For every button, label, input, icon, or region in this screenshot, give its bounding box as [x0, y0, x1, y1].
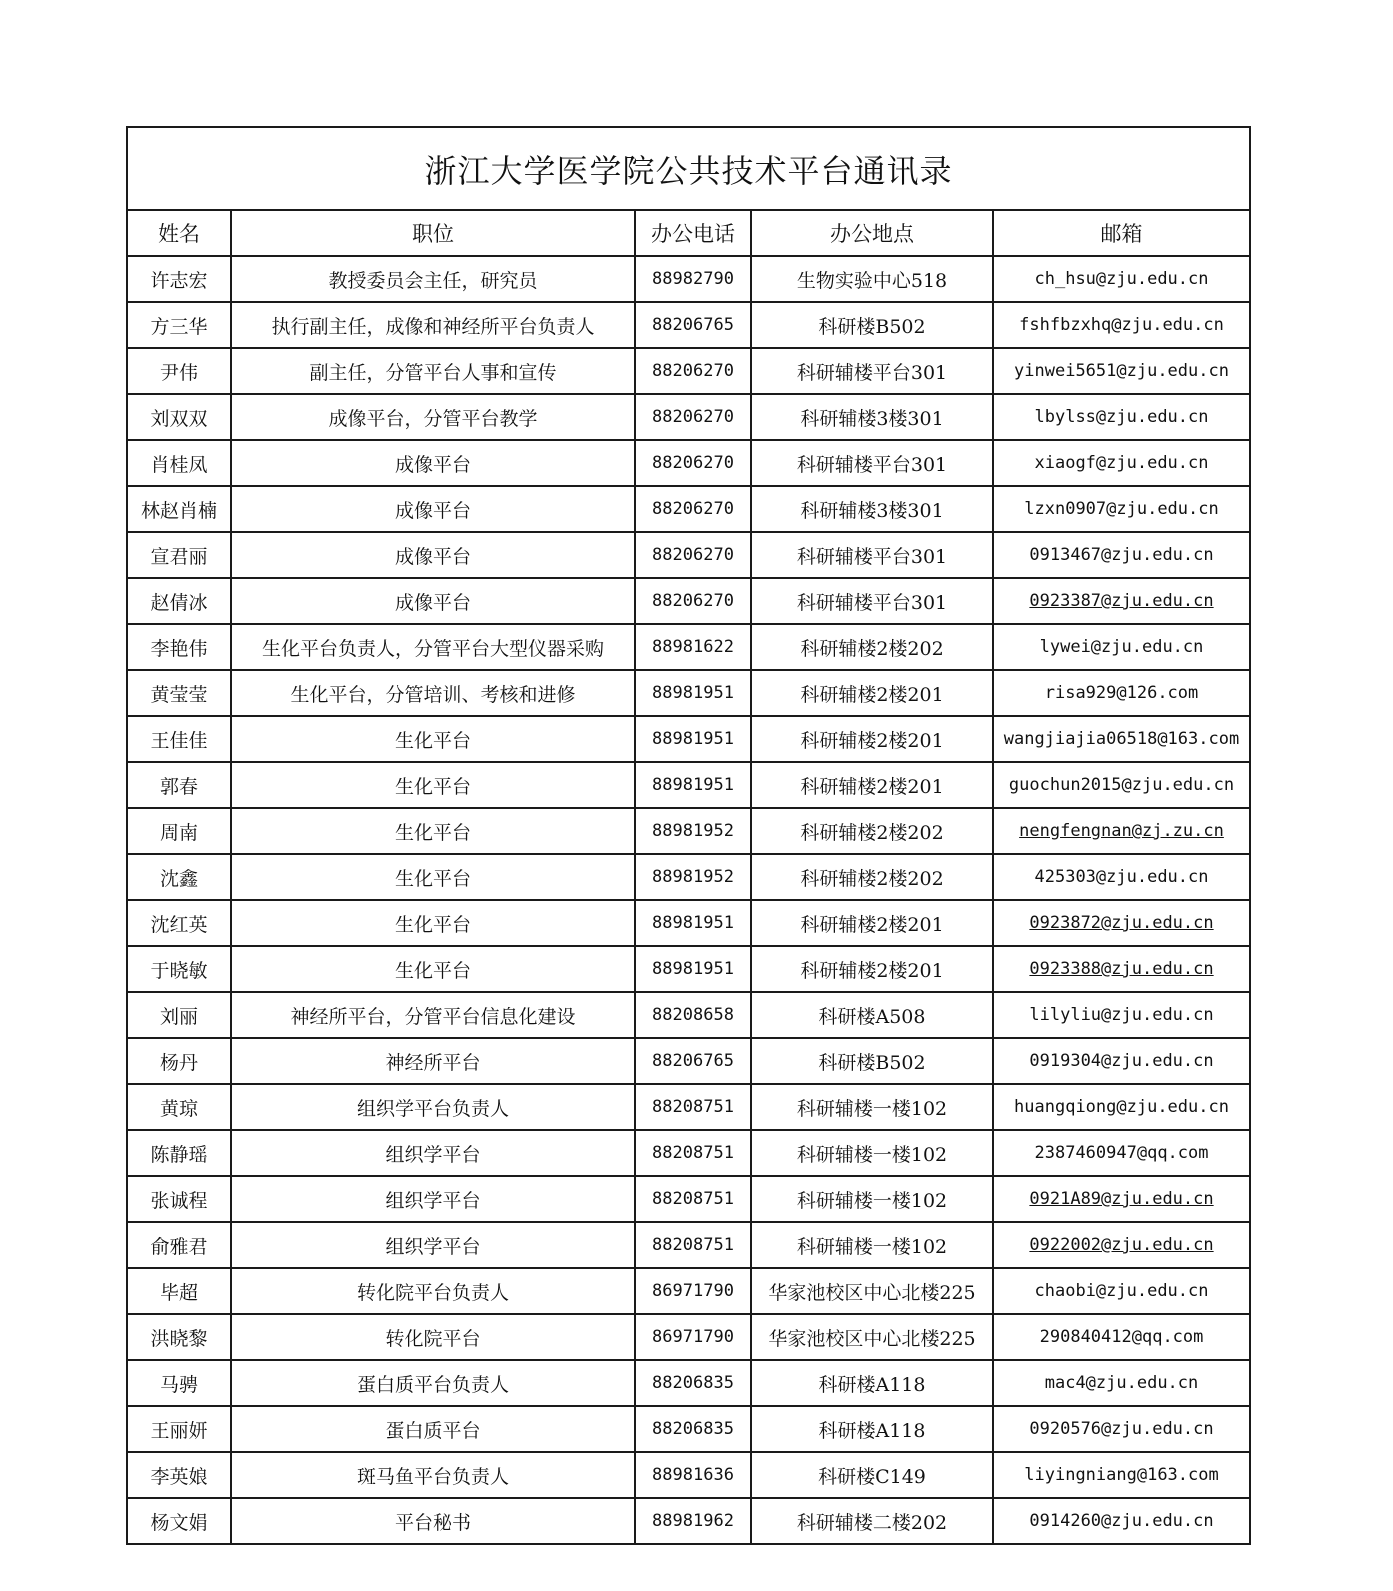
table-row	[127, 578, 1250, 624]
cell-location: 科研楼A118	[751, 1406, 993, 1452]
email-text: 0920576@zju.edu.cn	[1029, 1419, 1214, 1439]
cell-phone: 88206270	[635, 532, 751, 578]
cell-name: 俞雅君	[127, 1222, 231, 1268]
cell-phone: 88208658	[635, 992, 751, 1038]
email-text: 0914260@zju.edu.cn	[1029, 1511, 1214, 1531]
table-row	[127, 394, 1250, 440]
cell-name: 王丽妍	[127, 1406, 231, 1452]
cell-location: 科研辅楼2楼201	[751, 762, 993, 808]
cell-location: 科研辅楼一楼102	[751, 1130, 993, 1176]
cell-location: 科研辅楼平台301	[751, 348, 993, 394]
cell-location: 科研辅楼2楼201	[751, 946, 993, 992]
cell-position: 生化平台，分管培训、考核和进修	[231, 670, 635, 716]
email-link[interactable]: 0922002@zju.edu.cn	[1029, 1235, 1214, 1255]
table-row	[127, 302, 1250, 348]
cell-location: 科研楼A508	[751, 992, 993, 1038]
cell-position: 组织学平台负责人	[231, 1084, 635, 1130]
cell-name: 李艳伟	[127, 624, 231, 670]
cell-name: 张诚程	[127, 1176, 231, 1222]
cell-name: 肖桂凤	[127, 440, 231, 486]
cell-phone: 88208751	[635, 1222, 751, 1268]
cell-position: 组织学平台	[231, 1222, 635, 1268]
cell-position: 副主任，分管平台人事和宣传	[231, 348, 635, 394]
cell-location: 科研辅楼3楼301	[751, 394, 993, 440]
cell-name: 洪晓黎	[127, 1314, 231, 1360]
table-row	[127, 1314, 1250, 1360]
cell-position: 生化平台	[231, 854, 635, 900]
email-text: lilyliu@zju.edu.cn	[1029, 1005, 1214, 1025]
email-text: chaobi@zju.edu.cn	[1034, 1281, 1209, 1301]
cell-name: 周南	[127, 808, 231, 854]
cell-phone: 88206765	[635, 302, 751, 348]
cell-location: 科研楼A118	[751, 1360, 993, 1406]
cell-email	[993, 1084, 1250, 1130]
cell-position: 成像平台	[231, 440, 635, 486]
table-body	[127, 256, 1250, 1544]
cell-position: 转化院平台	[231, 1314, 635, 1360]
table-row	[127, 256, 1250, 302]
cell-phone: 88981952	[635, 808, 751, 854]
email-text: liyingniang@163.com	[1024, 1465, 1219, 1485]
cell-phone: 88206270	[635, 578, 751, 624]
email-text: xiaogf@zju.edu.cn	[1034, 453, 1209, 473]
cell-position: 斑马鱼平台负责人	[231, 1452, 635, 1498]
table-row	[127, 1452, 1250, 1498]
directory-table	[126, 126, 1251, 1545]
cell-name: 林赵肖楠	[127, 486, 231, 532]
cell-name: 沈鑫	[127, 854, 231, 900]
table-row	[127, 1498, 1250, 1544]
column-header-location: 办公地点	[751, 210, 993, 256]
cell-location: 科研辅楼一楼102	[751, 1222, 993, 1268]
cell-name: 刘双双	[127, 394, 231, 440]
cell-phone: 88208751	[635, 1176, 751, 1222]
cell-email	[993, 716, 1250, 762]
cell-email	[993, 256, 1250, 302]
cell-phone: 88981951	[635, 900, 751, 946]
email-text: wangjiajia06518@163.com	[1003, 729, 1240, 749]
email-text: lzxn0907@zju.edu.cn	[1024, 499, 1219, 519]
email-text: 290840412@qq.com	[1039, 1327, 1204, 1347]
cell-email	[993, 854, 1250, 900]
table-row	[127, 532, 1250, 578]
email-text: 0913467@zju.edu.cn	[1029, 545, 1214, 565]
cell-location: 科研辅楼一楼102	[751, 1084, 993, 1130]
email-text: 2387460947@qq.com	[1034, 1143, 1209, 1163]
table-row	[127, 348, 1250, 394]
cell-email	[993, 1038, 1250, 1084]
cell-email	[993, 1498, 1250, 1544]
cell-name: 尹伟	[127, 348, 231, 394]
cell-email[interactable]	[993, 900, 1250, 946]
cell-email	[993, 1406, 1250, 1452]
cell-name: 黄琼	[127, 1084, 231, 1130]
email-link[interactable]: 0923387@zju.edu.cn	[1029, 591, 1214, 611]
cell-phone: 88981951	[635, 716, 751, 762]
cell-phone: 88206270	[635, 440, 751, 486]
cell-phone: 88981622	[635, 624, 751, 670]
table-row	[127, 670, 1250, 716]
table-row	[127, 1222, 1250, 1268]
cell-email	[993, 486, 1250, 532]
email-link[interactable]: 0923388@zju.edu.cn	[1029, 959, 1214, 979]
cell-location: 科研辅楼平台301	[751, 440, 993, 486]
cell-phone: 88981951	[635, 670, 751, 716]
cell-location: 科研辅楼2楼201	[751, 716, 993, 762]
email-link[interactable]: 0921A89@zju.edu.cn	[1029, 1189, 1214, 1209]
cell-phone: 88206835	[635, 1406, 751, 1452]
table-row	[127, 1130, 1250, 1176]
email-link[interactable]: 0923872@zju.edu.cn	[1029, 913, 1214, 933]
column-header-phone: 办公电话	[635, 210, 751, 256]
cell-location: 科研辅楼2楼202	[751, 854, 993, 900]
cell-position: 成像平台，分管平台教学	[231, 394, 635, 440]
cell-phone: 88208751	[635, 1130, 751, 1176]
cell-position: 神经所平台	[231, 1038, 635, 1084]
cell-email[interactable]	[993, 946, 1250, 992]
cell-name: 赵倩冰	[127, 578, 231, 624]
cell-position: 神经所平台，分管平台信息化建设	[231, 992, 635, 1038]
table-row	[127, 808, 1250, 854]
cell-location: 科研楼B502	[751, 302, 993, 348]
email-text: lywei@zju.edu.cn	[1039, 637, 1204, 657]
cell-email	[993, 394, 1250, 440]
cell-phone: 88206270	[635, 394, 751, 440]
cell-email	[993, 1314, 1250, 1360]
cell-position: 教授委员会主任，研究员	[231, 256, 635, 302]
email-text: mac4@zju.edu.cn	[1044, 1373, 1199, 1393]
cell-location: 科研辅楼3楼301	[751, 486, 993, 532]
cell-location: 科研辅楼2楼201	[751, 900, 993, 946]
cell-location: 科研楼B502	[751, 1038, 993, 1084]
cell-location: 科研辅楼2楼201	[751, 670, 993, 716]
cell-email[interactable]	[993, 808, 1250, 854]
cell-name: 沈红英	[127, 900, 231, 946]
table-row	[127, 486, 1250, 532]
cell-name: 李英娘	[127, 1452, 231, 1498]
cell-phone: 88208751	[635, 1084, 751, 1130]
cell-position: 组织学平台	[231, 1176, 635, 1222]
cell-phone: 86971790	[635, 1314, 751, 1360]
table-row	[127, 1406, 1250, 1452]
cell-email	[993, 670, 1250, 716]
cell-email	[993, 762, 1250, 808]
cell-phone: 88981952	[635, 854, 751, 900]
cell-email	[993, 624, 1250, 670]
table-row	[127, 992, 1250, 1038]
email-text: 425303@zju.edu.cn	[1034, 867, 1209, 887]
email-text: huangqiong@zju.edu.cn	[1014, 1097, 1229, 1117]
cell-email	[993, 1130, 1250, 1176]
table-row	[127, 1084, 1250, 1130]
cell-position: 转化院平台负责人	[231, 1268, 635, 1314]
cell-name: 于晓敏	[127, 946, 231, 992]
cell-location: 科研辅楼2楼202	[751, 808, 993, 854]
cell-email[interactable]	[993, 578, 1250, 624]
email-link[interactable]: nengfengnan@zj.zu.cn	[1019, 821, 1224, 841]
column-header-email: 邮箱	[993, 210, 1250, 256]
table-row	[127, 946, 1250, 992]
cell-phone: 88981962	[635, 1498, 751, 1544]
cell-name: 陈静瑶	[127, 1130, 231, 1176]
cell-email	[993, 1268, 1250, 1314]
header-row	[127, 210, 1250, 256]
table-row	[127, 1268, 1250, 1314]
cell-location: 科研辅楼平台301	[751, 532, 993, 578]
cell-position: 生化平台负责人，分管平台大型仪器采购	[231, 624, 635, 670]
email-text: ch_hsu@zju.edu.cn	[1034, 269, 1209, 289]
table-row	[127, 1038, 1250, 1084]
cell-name: 许志宏	[127, 256, 231, 302]
cell-location: 科研辅楼二楼202	[751, 1498, 993, 1544]
page-title: 浙江大学医学院公共技术平台通讯录	[127, 127, 1250, 210]
cell-phone: 88206270	[635, 348, 751, 394]
table-row	[127, 1360, 1250, 1406]
cell-position: 生化平台	[231, 762, 635, 808]
email-text: risa929@126.com	[1044, 683, 1199, 703]
cell-name: 宣君丽	[127, 532, 231, 578]
cell-email	[993, 348, 1250, 394]
cell-phone: 88981951	[635, 946, 751, 992]
cell-position: 组织学平台	[231, 1130, 635, 1176]
cell-name: 马骋	[127, 1360, 231, 1406]
cell-email	[993, 992, 1250, 1038]
cell-location: 科研辅楼2楼202	[751, 624, 993, 670]
table-row	[127, 900, 1250, 946]
cell-position: 成像平台	[231, 578, 635, 624]
cell-name: 郭春	[127, 762, 231, 808]
cell-name: 刘丽	[127, 992, 231, 1038]
cell-location: 华家池校区中心北楼225	[751, 1268, 993, 1314]
email-text: yinwei5651@zju.edu.cn	[1014, 361, 1229, 381]
cell-location: 科研辅楼一楼102	[751, 1176, 993, 1222]
cell-phone: 88981636	[635, 1452, 751, 1498]
table-row	[127, 440, 1250, 486]
cell-email[interactable]	[993, 1222, 1250, 1268]
cell-email	[993, 1360, 1250, 1406]
cell-position: 平台秘书	[231, 1498, 635, 1544]
table-row	[127, 854, 1250, 900]
cell-name: 毕超	[127, 1268, 231, 1314]
cell-phone: 88206270	[635, 486, 751, 532]
cell-position: 成像平台	[231, 486, 635, 532]
cell-position: 成像平台	[231, 532, 635, 578]
cell-phone: 86971790	[635, 1268, 751, 1314]
table-row	[127, 716, 1250, 762]
table-row	[127, 1176, 1250, 1222]
cell-position: 生化平台	[231, 716, 635, 762]
cell-position: 执行副主任，成像和神经所平台负责人	[231, 302, 635, 348]
cell-email	[993, 440, 1250, 486]
email-text: fshfbzxhq@zju.edu.cn	[1019, 315, 1224, 335]
cell-email	[993, 1452, 1250, 1498]
cell-name: 杨文娟	[127, 1498, 231, 1544]
cell-name: 方三华	[127, 302, 231, 348]
email-text: lbylss@zju.edu.cn	[1034, 407, 1209, 427]
table-row	[127, 762, 1250, 808]
cell-position: 蛋白质平台负责人	[231, 1360, 635, 1406]
cell-location: 科研楼C149	[751, 1452, 993, 1498]
cell-position: 生化平台	[231, 946, 635, 992]
cell-name: 杨丹	[127, 1038, 231, 1084]
cell-location: 科研辅楼平台301	[751, 578, 993, 624]
cell-phone: 88981951	[635, 762, 751, 808]
cell-location: 生物实验中心518	[751, 256, 993, 302]
cell-position: 生化平台	[231, 900, 635, 946]
cell-email[interactable]	[993, 1176, 1250, 1222]
column-header-position: 职位	[231, 210, 635, 256]
cell-email	[993, 302, 1250, 348]
cell-position: 蛋白质平台	[231, 1406, 635, 1452]
email-text: guochun2015@zju.edu.cn	[1008, 775, 1235, 795]
cell-phone: 88206765	[635, 1038, 751, 1084]
cell-location: 华家池校区中心北楼225	[751, 1314, 993, 1360]
cell-position: 生化平台	[231, 808, 635, 854]
column-header-name: 姓名	[127, 210, 231, 256]
cell-email	[993, 532, 1250, 578]
cell-name: 王佳佳	[127, 716, 231, 762]
cell-name: 黄莹莹	[127, 670, 231, 716]
cell-phone: 88206835	[635, 1360, 751, 1406]
table-row	[127, 624, 1250, 670]
email-text: 0919304@zju.edu.cn	[1029, 1051, 1214, 1071]
cell-phone: 88982790	[635, 256, 751, 302]
